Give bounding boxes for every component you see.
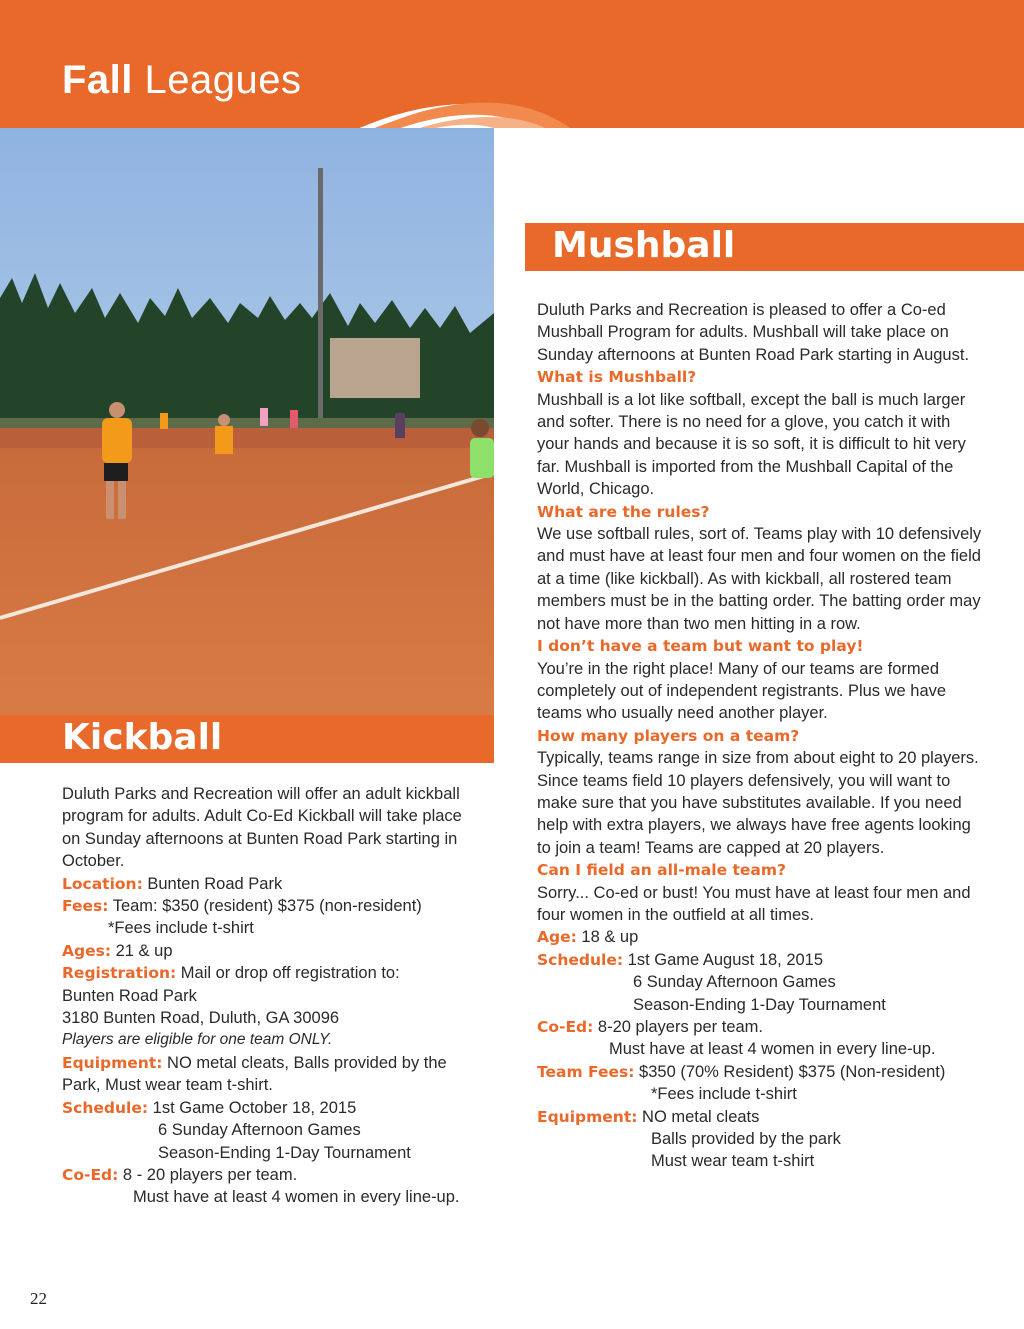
mushball-a2: We use softball rules, sort of. Teams play with 10 defensively and must have at least four men and four women on the field at a time (like kickball). As with kickball, all rostered team members must be in the batting order. The batting order may not have more than two men hitting in a row. [537, 525, 982, 633]
mushball-fees: Team Fees: $350 (70% Resident) $375 (Non-resident) [537, 1062, 946, 1081]
mushball-q2: What are the rules? [537, 502, 710, 521]
kickball-schedule-2: 6 Sunday Afternoon Games [158, 1121, 361, 1140]
kickball-fees-note: *Fees include t-shirt [108, 919, 254, 938]
mushball-equipment: Equipment: NO metal cleats [537, 1107, 760, 1126]
mushball-q5: Can I field an all-male team? [537, 861, 786, 880]
kickball-eligibility: Players are eligible for one team ONLY. [62, 1031, 333, 1049]
kickball-address-2: 3180 Bunten Road, Duluth, GA 30096 [62, 1009, 340, 1028]
mushball-q4: How many players on a team? [537, 726, 800, 745]
mushball-q3: I don’t have a team but want to play! [537, 637, 864, 656]
kickball-location: Location: Bunten Road Park [62, 874, 283, 893]
mushball-heading: Mushball [552, 225, 736, 266]
kickball-schedule: Schedule: 1st Game October 18, 2015 [62, 1098, 357, 1117]
kickball-photo [0, 128, 494, 718]
page-number: 22 [30, 1289, 47, 1308]
mushball-a3: You’re in the right place! Many of our teams are formed completely out of independent registrants. Plus we have teams who usually need another player. [537, 659, 947, 723]
mushball-details [537, 299, 987, 1173]
mushball-schedule: Schedule: 1st Game August 18, 2015 [537, 950, 824, 969]
mushball-equipment-3: Must wear team t-shirt [651, 1152, 815, 1171]
kickball-coed: Co-Ed: 8 - 20 players per team. [62, 1165, 298, 1184]
mushball-equipment-2: Balls provided by the park [651, 1130, 841, 1149]
kickball-address-1: Bunten Road Park [62, 986, 197, 1005]
kickball-intro: Duluth Parks and Recreation will offer an adult kickball program for adults. Adult Co-Ed Kickball will take place on Sunday afternoons at Bunten Road Park starting in October. [62, 785, 462, 871]
page-title: Fall Leagues [62, 58, 302, 102]
mushball-intro: Duluth Parks and Recreation is pleased to offer a Co-ed Mushball Program for adults. Mushball will take place on Sunday afternoons at Bunten Road Park starting in August. [537, 301, 970, 364]
mushball-a4: Typically, teams range in size from about eight to 20 players. Since teams field 10 players defensively, you will want to make sure that you have substitutes available. If you need help with extra players, we always have free agents looking to join a team! Teams are capped at 20 players. [537, 749, 979, 857]
kickball-heading-bar [0, 715, 494, 763]
mushball-coed-2: Must have at least 4 women in every line-up. [609, 1040, 936, 1059]
kickball-details [62, 783, 482, 1209]
mushball-age: Age: 18 & up [537, 928, 639, 947]
mushball-coed: Co-Ed: 8-20 players per team. [537, 1018, 764, 1036]
mushball-fees-note: *Fees include t-shirt [651, 1085, 797, 1104]
mushball-schedule-2: 6 Sunday Afternoon Games [633, 973, 836, 992]
kickball-ages: Ages: 21 & up [62, 941, 173, 960]
mushball-a1: Mushball is a lot like softball, except the ball is much larger and softer. There is no need for a glove, you catch it with your hands and because it is so soft, it is difficult to hit very far. Mushball is imported from the Mushball Capital of the World, Chicago. [537, 390, 966, 499]
kickball-fees: Fees: Team: $350 (resident) $375 (non-resident) [62, 897, 422, 916]
kickball-registration: Registration: Mail or drop off registration to: [62, 964, 400, 983]
kickball-heading: Kickball [62, 717, 223, 758]
kickball-equipment: Equipment: NO metal cleats, Balls provided by the Park, Must wear team t-shirt. [62, 1053, 447, 1095]
mushball-a5: Sorry... Co-ed or bust! You must have at least four men and four women in the outfield at all times. [537, 883, 971, 924]
mushball-q1: What is Mushball? [537, 368, 697, 387]
kickball-schedule-3: Season-Ending 1-Day Tournament [158, 1143, 411, 1162]
mushball-schedule-3: Season-Ending 1-Day Tournament [633, 995, 886, 1014]
kickball-coed-2: Must have at least 4 women in every line-up. [133, 1188, 460, 1207]
mushball-heading-bar [525, 223, 1024, 271]
